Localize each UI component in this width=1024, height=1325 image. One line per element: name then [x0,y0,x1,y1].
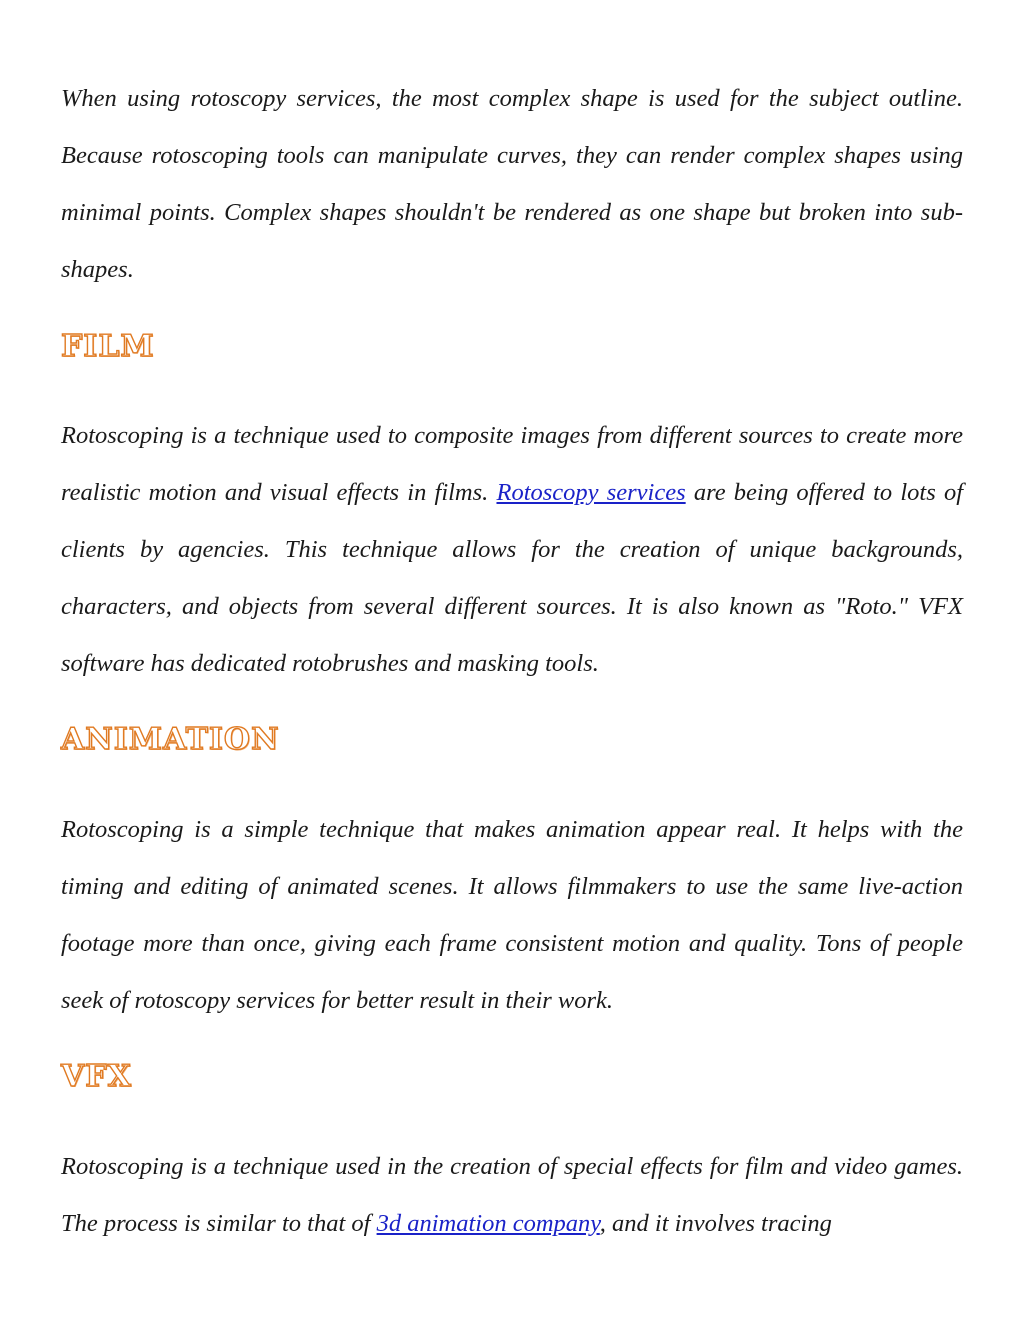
vfx-text-after-link: , and it involves tracing [599,1210,832,1237]
3d-animation-company-link[interactable]: 3d animation company [376,1210,600,1237]
film-heading: FILM [61,329,155,364]
animation-paragraph: Rotoscoping is a simple technique that makes animation appear real. It helps with the timing and editing of animated scenes. It allows filmmakers to use the same live-action footage more than once, giving each frame consistent motion and quality. Tons of people seek of rotoscopy services for better result in their work. [61,816,963,1014]
vfx-paragraph [61,1138,963,1252]
film-paragraph [61,407,963,692]
vfx-heading: VFX [61,1059,132,1094]
intro-paragraph: When using rotoscopy services, the most complex shape is used for the subject outline. Because rotoscoping tools can manipulate curves, they can render complex shapes using minimal points. Complex shapes shouldn't be rendered as one shape but broken into sub-shapes. [61,85,963,283]
film-text-before-link: Rotoscoping is a technique used to composite images from different sources to create more realistic motion and visual effects in films. [61,422,963,506]
film-text-after-link: are being offered to lots of clients by agencies. This technique allows for the creation of unique backgrounds, characters, and objects from several different sources. It is also known as "Roto." VFX software has dedicated rotobrushes and masking tools. [61,479,964,677]
rotoscopy-services-link[interactable]: Rotoscopy services [496,479,686,506]
animation-heading: ANIMATION [61,722,280,757]
vfx-text-before-link: Rotoscoping is a technique used in the creation of special effects for film and video games. The process is similar to that of [61,1153,963,1237]
